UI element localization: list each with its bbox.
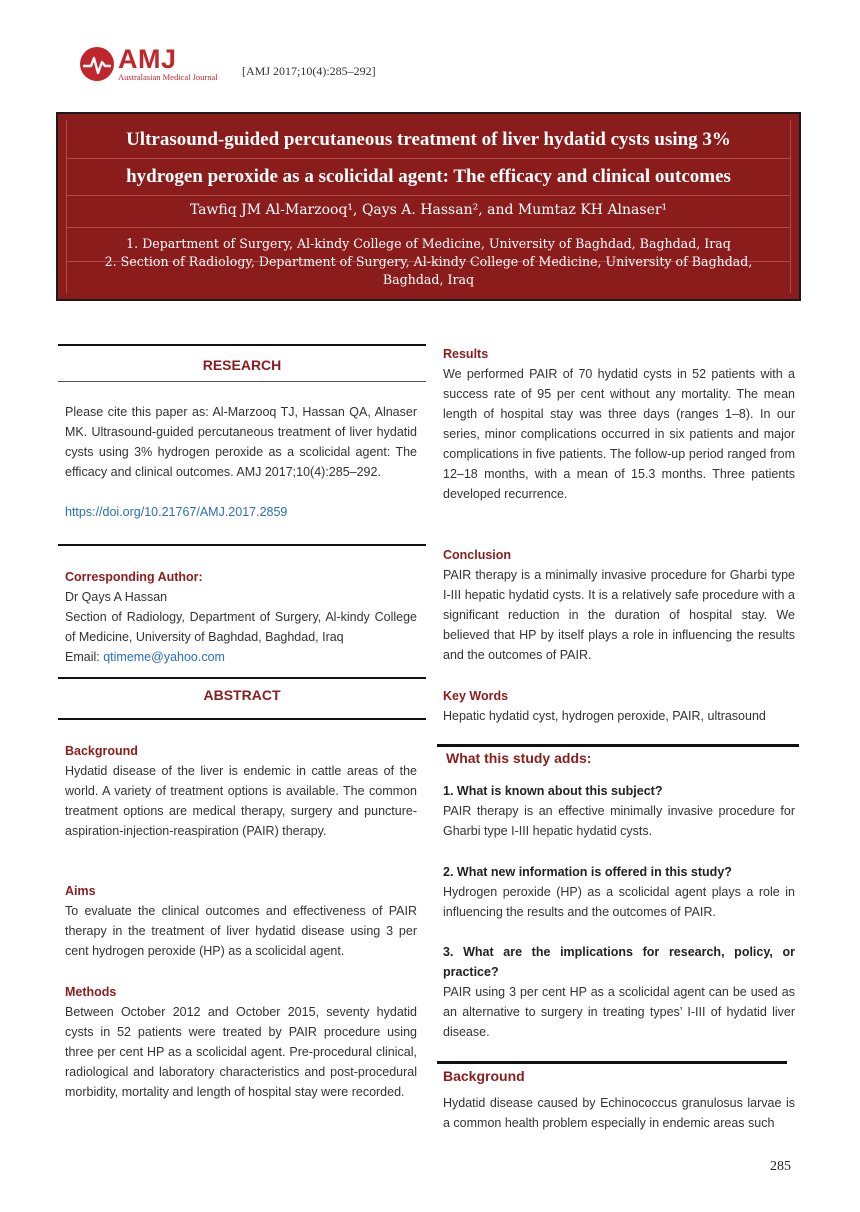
citation-paragraph: Please cite this paper as: Al-Marzooq TJ, Hassan QA, Alnaser MK. Ultrasound-guided percutaneous treatment of liver hydatid cysts using 3% hydrogen peroxide as a scolicidal agent: The efficacy and clinical outcomes. AMJ 2017;10(4):285–292.	[65, 405, 417, 479]
methods-heading: Methods	[65, 985, 117, 999]
doi-link[interactable]: https://doi.org/10.21767/AMJ.2017.2859	[65, 505, 288, 519]
aims-text: To evaluate the clinical outcomes and effectiveness of PAIR therapy in the treatment of liver hydatid disease using 3 per cent hydrogen peroxide (HP) as a scolicidal agent.	[65, 904, 417, 958]
answer-2: Hydrogen peroxide (HP) as a scolicidal agent plays a role in influencing the results and the outcomes of PAIR.	[443, 885, 795, 919]
answer-3: PAIR using 3 per cent HP as a scolicidal agent can be used as an alternative to surgery in treating types’ I-III of hydatid liver disease.	[443, 985, 795, 1039]
email-line	[65, 647, 225, 667]
title-box	[56, 112, 801, 301]
keywords-text: Hepatic hydatid cyst, hydrogen peroxide, PAIR, ultrasound	[443, 709, 766, 723]
body-background-text: Hydatid disease caused by Echinococcus granulosus larvae is a common health problem especially in endemic areas such	[443, 1096, 795, 1130]
results-text: We performed PAIR of 70 hydatid cysts in 52 patients with a success rate of 95 per cent without any mortality. The mean length of hospital stay was three days (ranges 1–8). In our series, minor complications occurred in six patients and major complications in five patients. The follow-up period ranged from 12–18 months, with a mean of 15.3 months. Three patients developed recurrence.	[443, 367, 795, 501]
paper-title-line-2: hydrogen peroxide as a scolicidal agent: The efficacy and clinical outcomes	[126, 166, 731, 187]
logo-heartbeat-icon	[80, 47, 114, 81]
author-list: Tawfiq JM Al-Marzooq¹, Qays A. Hassan², and Mumtaz KH Alnaser¹	[189, 202, 668, 218]
what-this-study-adds-heading: What this study adds:	[446, 750, 592, 766]
abstract-heading: ABSTRACT	[203, 687, 281, 703]
question-2: 2. What new information is offered in this study?	[443, 865, 732, 879]
affiliation-2: 2. Section of Radiology, Department of Surgery, Al-kindy College of Medicine, University of Baghdad,	[104, 254, 753, 269]
body-background-heading: Background	[443, 1068, 525, 1084]
keywords-heading: Key Words	[443, 689, 509, 703]
conclusion-heading: Conclusion	[443, 548, 512, 562]
aims-heading: Aims	[65, 884, 96, 898]
corresponding-author-heading: Corresponding Author:	[65, 570, 203, 584]
adds-top-rule	[437, 744, 799, 747]
journal-logo	[80, 46, 230, 86]
affiliation-1: 1. Department of Surgery, Al-kindy College of Medicine, University of Baghdad, Baghdad, Iraq	[126, 236, 731, 251]
question-3: 3. What are the implications for research, policy, or practice?	[443, 945, 795, 979]
abstract-top-rule	[58, 677, 426, 679]
research-top-rule	[58, 344, 426, 346]
abstract-bottom-rule	[58, 718, 426, 720]
paper-title-line-1: Ultrasound-guided percutaneous treatment of liver hydatid cysts using 3%	[126, 129, 731, 150]
research-bottom-rule	[58, 381, 426, 382]
corresponding-author-address: Section of Radiology, Department of Surgery, Al-kindy College of Medicine, University of Baghdad, Baghdad, Iraq	[65, 610, 417, 644]
methods-text: Between October 2012 and October 2015, seventy hydatid cysts in 52 patients were treated by PAIR procedure using three per cent HP as a scolicidal agent. Pre-procedural clinical, radiological and laboratory characteristics and post-procedural morbidity, mortality and length of hospital stay were recorded.	[65, 1005, 417, 1099]
logo-subtitle: Australasian Medical Journal	[118, 72, 218, 82]
corresponding-author-name: Dr Qays A Hassan	[65, 590, 168, 604]
email-link[interactable]: qtimeme@yahoo.com	[103, 650, 225, 664]
background-text: Hydatid disease of the liver is endemic in cattle areas of the world. A variety of treatment options is available. The common treatment options are medical therapy, surgery and puncture-aspiration-injection-reaspiration (PAIR) therapy.	[65, 764, 417, 838]
answer-1: PAIR therapy is an effective minimally invasive procedure for Gharbi type I-III hepatic hydatid cysts.	[443, 804, 795, 838]
email-label: Email:	[65, 650, 104, 664]
background-top-rule	[437, 1061, 787, 1064]
corr-top-rule	[58, 544, 426, 546]
affiliation-2-cont: Baghdad, Iraq	[382, 272, 475, 287]
journal-citation: [AMJ 2017;10(4):285–292]	[242, 64, 376, 78]
question-1: 1. What is known about this subject?	[443, 784, 663, 798]
research-heading: RESEARCH	[202, 357, 282, 373]
logo-text: AMJ	[118, 44, 177, 74]
page-number: 285	[770, 1159, 791, 1174]
results-heading: Results	[443, 347, 489, 361]
conclusion-text: PAIR therapy is a minimally invasive procedure for Gharbi type I-III hepatic hydatid cysts. It is a relatively safe procedure with a significant reduction in the duration of hospital stay. We believed that HP by itself plays a role in influencing the results and the outcomes of PAIR.	[443, 568, 795, 662]
background-heading: Background	[65, 744, 138, 758]
